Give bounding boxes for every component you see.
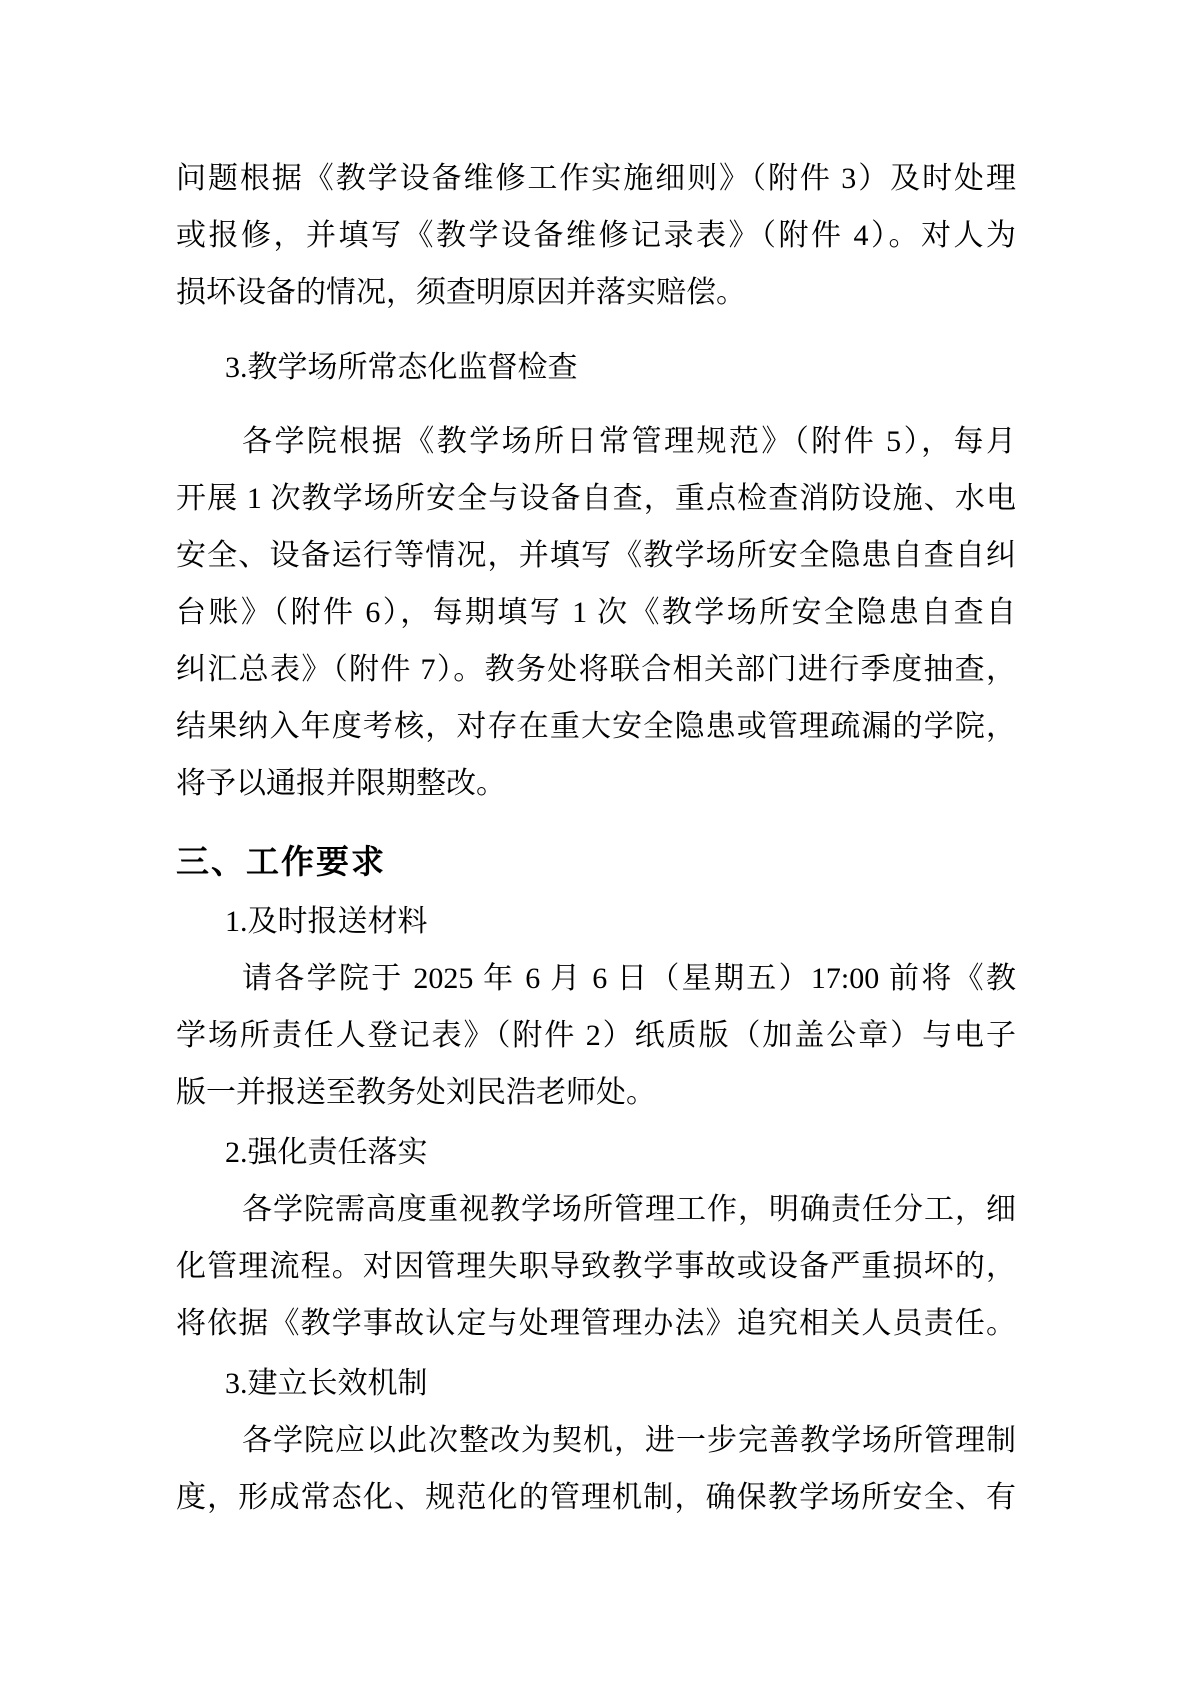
paragraph	[176, 413, 1016, 812]
text-line: 学场所责任人登记表》（附件 2）纸质版（加盖公章）与电子	[176, 1019, 1016, 1052]
paragraph	[176, 1355, 1016, 1412]
text-line: 2.强化责任落实	[225, 1136, 428, 1169]
text-line: 结果纳入年度考核，对存在重大安全隐患或管理疏漏的学院，	[176, 710, 1016, 743]
text-line: 纠汇总表》（附件 7）。教务处将联合相关部门进行季度抽查，	[176, 653, 1016, 686]
text-line: 3.教学场所常态化监督检查	[225, 351, 578, 384]
text-line: 损坏设备的情况，须查明原因并落实赔偿。	[176, 276, 746, 309]
paragraph	[176, 1124, 1016, 1181]
text-line: 问题根据《教学设备维修工作实施细则》（附件 3）及时处理	[176, 162, 1016, 195]
paragraph	[176, 1181, 1016, 1352]
text-line: 或报修，并填写《教学设备维修记录表》（附件 4）。对人为	[176, 219, 1016, 252]
text-line: 台账》（附件 6），每期填写 1 次《教学场所安全隐患自查自	[176, 596, 1016, 629]
text-line: 将予以通报并限期整改。	[176, 767, 506, 800]
text-line: 安全、设备运行等情况，并填写《教学场所安全隐患自查自纠	[176, 539, 1016, 572]
document-content	[176, 150, 1016, 1526]
text-line: 1.及时报送材料	[225, 905, 428, 938]
section-heading	[176, 833, 1016, 890]
text-line: 各学院需高度重视教学场所管理工作，明确责任分工，细	[242, 1193, 1016, 1226]
paragraph	[176, 893, 1016, 950]
paragraph	[176, 339, 1016, 396]
text-line: 3.建立长效机制	[225, 1367, 428, 1400]
text-line: 三、工作要求	[176, 843, 386, 880]
text-line: 请各学院于 2025 年 6 月 6 日（星期五）17:00 前将《教	[242, 962, 1016, 995]
text-line: 各学院应以此次整改为契机，进一步完善教学场所管理制	[242, 1424, 1016, 1457]
paragraph	[176, 1412, 1016, 1526]
text-line: 版一并报送至教务处刘民浩老师处。	[176, 1076, 656, 1109]
text-line: 化管理流程。对因管理失职导致教学事故或设备严重损坏的，	[176, 1250, 1016, 1283]
text-line: 各学院根据《教学场所日常管理规范》（附件 5），每月	[242, 425, 1016, 458]
text-line: 度，形成常态化、规范化的管理机制，确保教学场所安全、有	[176, 1481, 1016, 1514]
paragraph	[176, 950, 1016, 1121]
text-line: 将依据《教学事故认定与处理管理办法》追究相关人员责任。	[176, 1307, 1016, 1340]
text-line: 开展 1 次教学场所安全与设备自查，重点检查消防设施、水电	[176, 482, 1016, 515]
paragraph	[176, 150, 1016, 321]
